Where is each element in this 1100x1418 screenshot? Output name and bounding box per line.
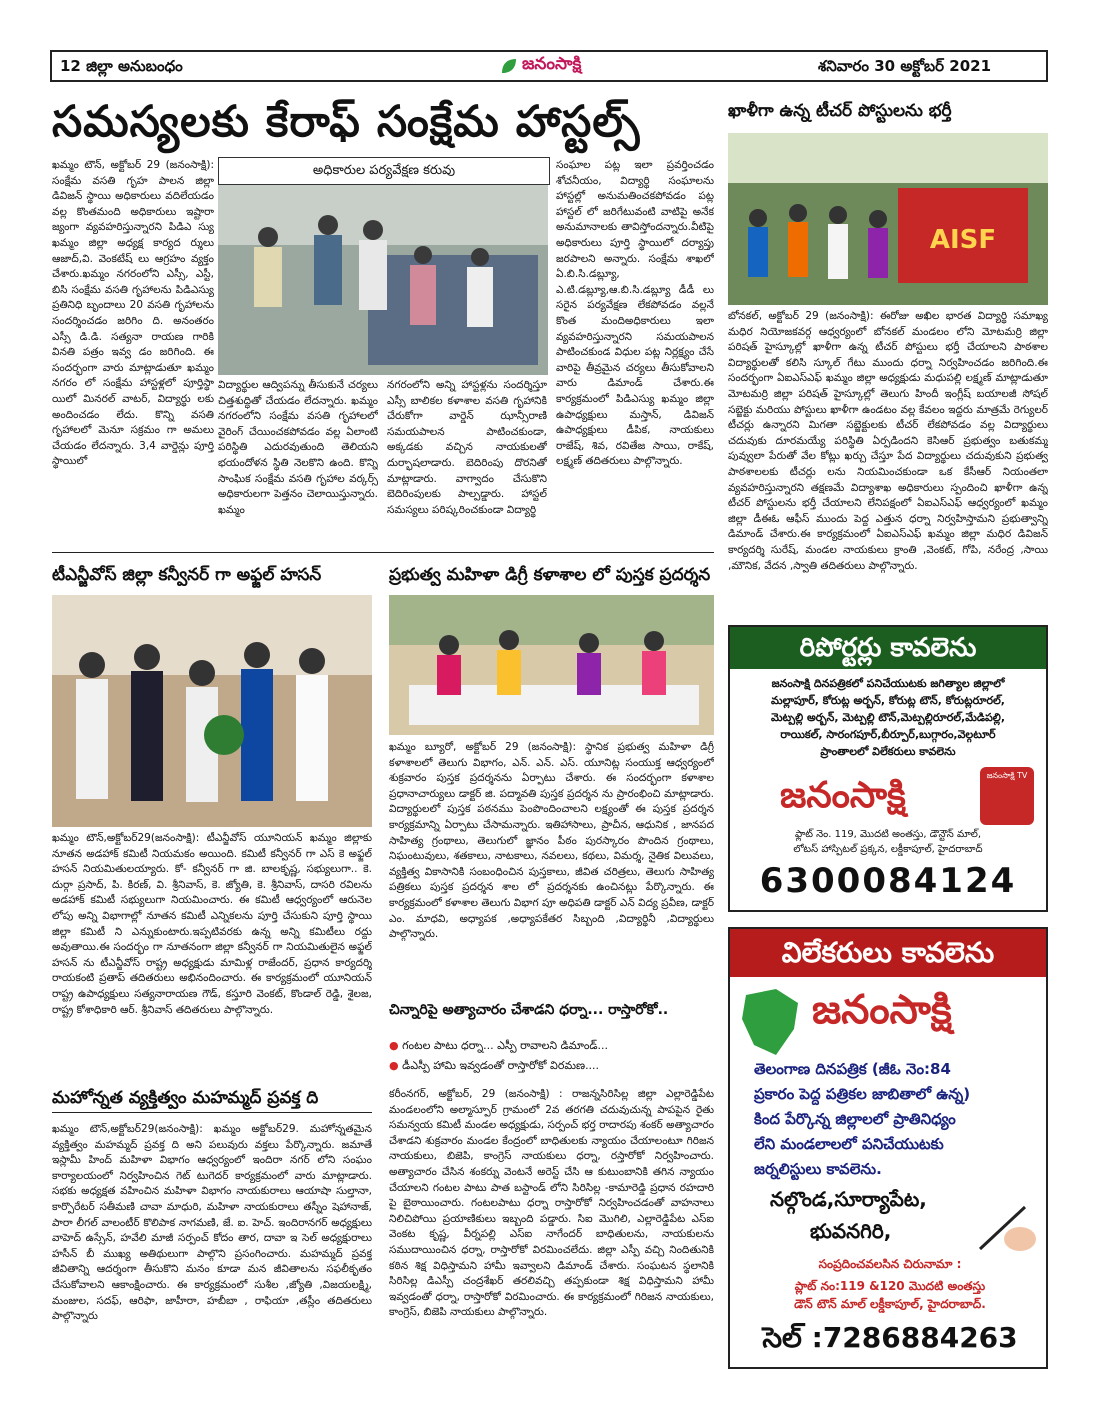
story1-col2: విద్యార్థుల ఆద్విపన్ను తీసుకునే చర్యలు చిత్తశుద్ధితో చేయడం లేదన్నారు. ఖమ్మం నగరంలోని సంక్షేమ వసతి గృహాలలో వైరింగ్ చేయించకపోవడం వల్ల ఏలాంటి పరిస్థితి ఎదురవుతుంది తెలియని భయందోళన స్థితి నెలకొని ఉంది. కొన్ని సాంఘిక సంక్షేమ వసతి గృహాల వర్కర్స్ అధికారులగా పెత్తనం చెలాయిస్తున్నారు. ఖమ్మం: [218, 379, 378, 516]
story6-body: కరీంనగర్, అక్టోబర్, 29 (జనంసాక్షి) : రాజన్నసిరిసిల్ల జిల్లా ఎల్లారెడ్డిపేట మండలంలోని అల్మాస్పూర్ గ్రామంలో 2వ తరగతి చదువుచున్న పాపపైన రైతు సమన్వయ కమిటీ మండల అధ్యక్షుడు, సర్పంచ్ భర్త రాదారపు శంకర్ అత్యాచారం చేశాడని శుక్రవారం మండల కేంద్రంలో బాధితులకు న్యాయం చేయాలంటూ గిరిజన నాయకులు, బిజెపి, కాంగ్రెస్ నాయకులు ధర్నా, రస్తారోకో నిర్వహించారు. అత్యాచారం చేసిన శంకర్ను వెంటనే అరెస్ట్ చేసి ఆ కుటుంబానికి తగిన న్యాయం చేయాలని గంటల పాటు పాత బస్టాండ్ లోని సిరిసిల్ల -కామారెడ్డి ప్రధాన రహదారి పై బైఠాయించారు. గంటలపాటు ధర్నా రాస్తారోకో నిర్వహించడంతో వాహనాలు నిలిచిపోయి ప్రయాణికులు ఇబ్బంది పడ్డారు. సిఐ మొగిలి, ఎల్లారెడ్డిపేట ఎస్ఐ వెంకట కృష్ణ, వీర్నపల్లి ఎస్ఐ నాగేందర్ బాధితులను, నాయకులను సముదాయించిన ధర్నా, రాస్తారోకో విరమించలేదు. జిల్లా ఎస్పీ వచ్చి నిందితునికి కఠిన శిక్ష విధిస్తామని హామీ ఇవ్వాలని డిమాండ్ చేశారు. సంఘటన స్థలానికి సిరిసిల్ల డిఎస్పీ చంద్రశేఖర్ తరలివచ్చి తప్పకుండా శిక్ష విధిస్తామని హామీ ఇవ్వడంతో ధర్నా, రాస్తారోకో విరమించారు. ఈ కార్యక్రమంలో గిరిజన నాయకులు, కాంగ్రెస్, బిజెపి నాయకులు పాల్గొన్నారు.: [389, 1088, 714, 1319]
ad1-address: [738, 827, 1038, 857]
ad2-line: తెలంగాణ దినపత్రిక (జీఓ నెం:84: [754, 1060, 951, 1078]
ad1-title: రిపోర్టర్లు కావలెను: [730, 627, 1046, 669]
ad2-logo: జనంసాక్షి: [812, 987, 952, 1033]
ad2-districts: నల్గొండ,సూర్యాపేట,: [770, 1187, 927, 1211]
bullet-text: గంటల పాటు ధర్నా... ఎస్పీ రావాలని డిమాండ్...: [402, 1039, 609, 1052]
divider: [52, 552, 714, 553]
story1-col4: సంఘాల పట్ల ఇలా ప్రవర్తించడం శోచనీయం, విద్యార్థి సంఘాలను హాస్టల్లో అనుమతించకపోవడం పట్ల హాస్టల్ లో జరిగేటువంటి వాటిపై అనేక అనుమానాలకు తావిస్తోందన్నారు.వీటిపై అధికారులు పూర్తి స్థాయిలో దర్యాప్తు జరపాలని అన్నారు. సంక్షేమ శాఖలో ఏ.బి.సి.డబ్ల్యూ, ఎ.టి.డబ్ల్యూ,ఆ.బి.సి.డబ్ల్యూ డీడీ లు సరైన పర్యవేక్షణ లేకపోవడం వల్లనే కొంత మందిఅధికారులు ఇలా వ్యవహరిస్తున్నారని సమయపాలన పాటించకుండ విధుల పట్ల నిర్లక్ష్యం చేసే వారిపై తీవ్రమైన చర్యలు తీసుకోవాలని వారు డిమాండ్ చేశారు.ఈ కార్యక్రమంలో పిడిఎస్యు ఖమ్మం జిల్లా ఉపాధ్యక్షులు మస్తాన్, డివిజన్ ఉపాధ్యక్షులు డీపిక, నాయకులు రాజేష్, శివ, రవితేజ సాయి, రాకేష్, లక్ష్మణ్ తదితరులు పాల్గొన్నారు.: [556, 159, 714, 468]
ad2-line: జర్నలిస్టులు కావలెను.: [754, 1160, 882, 1178]
story6-bullet-2: [389, 1057, 714, 1075]
story6-bullet-1: [389, 1037, 714, 1055]
story3-photo: [52, 595, 372, 827]
ad2-title: విలేకరులు కావలెను: [730, 929, 1046, 977]
story3-body: ఖమ్మం టౌన్,అక్టోబర్29(జనంసాక్షి): టీఎన్జీవోస్ యూనియన్ ఖమ్మం జిల్లాకు నూతన అడహాక్ కమిటీ నియమకం అయింది. కమిటీ కన్వీనర్ గా ఎస్ కె అఫ్జల్ హసన్ నియమితులయ్యారు. కో- కన్వీనర్ గా జి. బాలకృష్ణ, సభ్యులుగా.. కె. దుర్గా ప్రసాద్, పి. కిరణ్, వి. శ్రీనివాస్, కె. జ్యోతి, కె. శ్రీనివాస్, దాసరి రవిలను అడహాక్ కమిటీ సభ్యులుగా నియమించారు. ఈ కమిటీ ఆధ్వర్యంలో ఆరునెల లోపు అన్ని విభాగాల్లో నూతన కమిటీ ఎన్నికలను పూర్తి చేసుకుని పూర్తి స్థాయి జిల్లా కమిటీ ని ఎన్నుకుంటారు.ఇప్పటివరకు ఉన్న అన్ని కమిటీలు రద్దు అవుతాయి.ఈ సందర్భం గా నూతనంగా జిల్లా కన్వీనర్ గా నియమితులైన అఫ్జల్ హసన్ ను టీఎన్జీవోస్ రాష్ట్ర అధ్యక్షుడు మామిళ్ల రాజేందర్, ప్రధాన కార్యదర్శి రాయకంటి ప్రతాప్ తదితరులు అభినందించారు. ఈ కార్యక్రమంలో యూనియన్ రాష్ట్ర ఉపాధ్యక్షులు సత్యనారాయణ గౌడ్, కస్తూరి వెంకట్, కొండాల్ రెడ్డి, శైలజ, రాష్ట్ర కోశాధికారి ఆర్. శ్రీనివాస్ తదితరులు పాల్గొన్నారు.: [52, 832, 372, 1016]
story1-photo-caption: అధికారుల పర్యవేక్షణ కరువు: [218, 157, 550, 185]
story6-headline: చిన్నారిపై అత్యాచారం చేశాడని ధర్నా... రాస్తారోకో..: [389, 1002, 669, 1018]
ad1-line: రాయికల్, సారంగపూర్,బీర్పూర్,బుగ్గారం,వెల్గటూర్: [780, 728, 996, 741]
story2-headline: ఖాళీగా ఉన్న టీచర్ పోస్టులను భర్తీ: [728, 101, 952, 121]
ad1-phone: 6300084124: [759, 861, 1017, 901]
story2-photo: [728, 133, 1048, 305]
ad2-address: [740, 1277, 1040, 1313]
story4-headline: మహోన్నత వ్యక్తిత్వం మహమ్మద్ ప్రవక్త ది: [52, 1088, 319, 1108]
story4-body: ఖమ్మం టౌన్,అక్టోబర్29(జనంసాక్షి): ఖమ్మం అక్టోబర్29. మహోన్నతమైన వ్యక్తిత్వం మహమ్మద్ ప్రవక్త ది అని పలువురు వక్తలు పేర్కొన్నారు. జమాతే ఇస్లామీ హింద్ మహిళా విభాగం ఆధ్వర్యంలో ఇందిరా నగర్ లోని సంఘం కార్యాలయంలో నిర్వహించిన గెట్ టుగెదర్ కార్యక్రమంలో వారు మాట్లాడారు. సభకు అధ్యక్షత వహించిన మహిళా విభాగం నాయకురాలు ఆయాషా సుల్తానా, కార్పొరేటర్ సతీమణి చావా మాధురి, మహిళా నాయకురాలు తస్నీం షెహానాజ్, పారా లీగల్ వాలంటీర్ కొలిపాక నాగమణి, జే. ఐ. హెచ్. ఇందిరానగర్ అధ్యక్షులు వాహెద్ ఉస్సేన్, హవేలి మాజీ సర్పంచ్ కోదం తార, దావా ఇ సెల్ అధ్యక్షురాలు హసీన్ బీ ముఖ్య అతిథులుగా పాల్గొని ప్రసంగించారు. మహమ్మద్ ప్రవక్త జీవితాన్ని ఆదర్శంగా తీసుకొని మనం కూడా మన జీవితాలను సఫలీకృతం చేసుకోవాలని ఆకాంక్షించారు. ఈ కార్యక్రమంలో సుశీల ,జ్యోతి ,విజయలక్ష్మి, మంజుల, సదఫ్, ఆరిఫా, జాహీరా, హబీబా , రాఫియా ,తస్లీం తదితరులు పాల్గొన్నారు: [52, 1123, 372, 1323]
story1-headline: సమస్యలకు కేరాఫ్ సంక్షేమ హాస్టల్స్: [52, 97, 641, 147]
ad1-line: మెట్పల్లి అర్బన్, మెట్పల్లి టౌన్,మెట్పల్లిరూరల్,మేడిపల్లి,: [770, 711, 1006, 724]
mic-icon: [980, 767, 1034, 825]
divider: [52, 1112, 372, 1113]
pen-hand-icon: [970, 1199, 1040, 1259]
ad2-address-line: డౌన్ టౌన్ మాల్ లక్డీకాపూల్, హైదరాబాద్.: [794, 1297, 986, 1311]
story1-photo: [218, 185, 548, 375]
story2-body: బోనకల్, అక్టోబర్ 29 (జనంసాక్షి): ఈరోజు అఖిల భారత విద్యార్థి సమాఖ్య మధిర నియోజకవర్గ ఆధ్వర్యంలో బోనకల్ మండలం లోని మోటమర్రి జిల్లా పరిషత్ హైస్కూల్లో ఖాళీగా ఉన్న టీచర్ పోస్టులు భర్తీ చేయాలని పాఠశాల విద్యార్థులతో కలిసి స్కూల్ గేటు ముందు ధర్నా నిర్వహించడం జరిగింది.ఈ సందర్భంగా ఏఐఎస్ఎఫ్ ఖమ్మం జిల్లా అధ్యక్షుడు మధుపల్లి లక్ష్మణ్ మాట్లాడుతూ మోటమర్రి జిల్లా పరిషత్ హైస్కూల్లో తెలుగు హిందీ ఇంగ్లీష్ బయాలజీ సోషల్ సబ్జెక్టు మరియు పోస్టులు ఖాళీగా ఉండటం వల్ల కేవలం ఇద్దరు మాత్రమే రెగ్యులర్ టీచర్లు ఉన్నారని మిగతా సబ్జెక్టులకు టీచర్ లేకపోవడం వల్ల విద్యార్థులు చదువుకు దూరమయ్యే పరిస్థితి ఏర్పడిందని కెసిఆర్ ప్రభుత్వం బతుకమ్మ పువ్వులా పేరుతో వేల కోట్లు ఖర్చు చేస్తూ పేద విద్యార్థులు చదువుకుని ప్రభుత్వ పాఠశాలలకు టీచర్లు లను నియమించకుండా ఒక కేసీఆర్ నియంతలా వ్యవహరిస్తున్నారని తక్షణమే విద్యాశాఖ అధికారులు స్పందించి ఖాళీగా ఉన్న టీచర్ పోస్టులను భర్తీ చేయాలని లేనిపక్షంలో ఏఐఎస్ఎఫ్ ఆధ్వర్యంలో ఖమ్మం జిల్లా డీఈఓ ఆఫీస్ ముందు పెద్ద ఎత్తున ధర్నా నిర్వహిస్తామని ప్రభుత్వాన్ని డిమాండ్ చేశారు.ఈ కార్యక్రమంలో ఏఐఎస్ఎఫ్ ఖమ్మం జిల్లా మధిర డివిజన్ కార్యదర్శి సురేష్, మండల నాయకులు క్రాంతి ,వెంకట్, గోపి, నరేంద్ర ,సాయి ,మౌనిక, వేదన ,స్వాతి తదితరులు పాల్గొన్నారు.: [728, 310, 1048, 572]
issue-date: శనివారం 30 అక్టోబర్ 2021: [818, 57, 992, 75]
ad1-line: మల్లాపూర్, కోరుట్ల అర్బన్, కోరుట్ల టౌన్, కోరుట్లరూరల్,: [771, 694, 1005, 707]
bullet-icon: ●: [389, 1039, 399, 1052]
ad2-description: [754, 1057, 1034, 1182]
ad2-phone: సెల్ :7286884263: [762, 1321, 1018, 1354]
ad1-logo: జనంసాక్షి: [780, 775, 906, 816]
story1-col1: ఖమ్మం టౌన్, అక్టోబర్ 29 (జనంసాక్షి): సంక్షేమ వసతి గృహ పాలన జిల్లా డివిజన్ స్థాయి అధికారులు వదిలేయడం వల్ల కొంతమంది అధికారులు ఇష్టారా జ్యంగా వ్యవహరిస్తున్నారని పిడిఎ స్యు ఖమ్మం జిల్లా అధ్యక్ష కార్యద ర్శులు ఆజాద్,వి. వెంకటేష్ లు ఆగ్రహం వ్యక్తం చేశారు.ఖమ్మం నగరంలోని ఎస్సీ, ఎస్టీ, బిసి సంక్షేమ వసతి గృహాలను పిడిఎస్యు ప్రతినిధి బృందాలు 20 వసతి గృహాలను సందర్శించడం జరిగిం ది. అనంతరం ఎస్సీ డి.డి. సత్యనా రాయణ గారికి వినతి పత్రం ఇవ్వ డం జరిగింది. ఈ సందర్భంగా వారు మాట్లాడుతూ ఖమ్మం నగరం లో సంక్షేమ హాస్టళ్లలో పూర్తిస్థా యిలో మినరల్ వాటర్, విద్యార్థు లకు అందించడం లేదు. కొన్ని వసతి గృహాలలో మెనూ సక్రమం గా అమలు చేయడం లేదన్నారు. 3,4 వార్డెన్లు పూర్తి స్థాయిలో: [52, 159, 214, 468]
page-section-label: 12 జిల్లా అనుబంధం: [60, 57, 183, 75]
story1-col3: నగరంలోని అన్ని హాస్టళ్లను సందర్శిస్తూ ఎస్సీ బాలికల కళాశాల వసతి గృహానికి చేరుకోగా వార్డెన్ ఝాన్సీరాణి సమయపాలన పాటించకుండా, అక్కడకు వచ్చిన నాయకులతో దుర్భాషలాడారు. బెదిరింపు దొరనితో మాట్లాడారు. వాగ్వాదం చేసుకొని బెదిరింపులకు పాల్పడ్డారు. హాస్టల్ సమస్యలు పరిష్కరించకుండా విద్యార్థి: [387, 379, 547, 516]
journalists-wanted-ad: [728, 927, 1048, 1369]
ad1-address-line: ఫ్లాట్ నెం. 119, మొదటి అంతస్తు, డౌన్టౌన్ మాల్,: [794, 829, 982, 840]
bullet-icon: ●: [389, 1059, 399, 1072]
story3-headline: టీఎన్జీవోస్ జిల్లా కన్వీనర్ గా అఫ్జల్ హసన్: [52, 565, 322, 585]
story5-body: ఖమ్మం బ్యూరో, అక్టోబర్ 29 (జనంసాక్షి): స్థానిక ప్రభుత్వ మహిళా డిగ్రీ కళాశాలలో తెలుగు విభాగం, ఎన్. ఎన్. ఎస్. యూనిట్ల సంయుక్త ఆధ్వర్యంలో శుక్రవారం పుస్తక ప్రదర్శనను ఏర్పాటు చేశారు. ఈ సందర్భంగా కళాశాల ప్రధానాచార్యులు డాక్టర్ జి. పద్మావతి పుస్తక ప్రదర్శన ను ప్రారంభించి మాట్లాడారు. విద్యార్థులలో పుస్తక పఠనము పెంపొందించాలని లక్ష్యంతో ఈ పుస్తక ప్రదర్శన కార్యక్రమాన్ని ఏర్పాటు చేసామన్నారు. ఇతిహాసాలు, ప్రాచీన, ఆధునిక , జానపద సాహిత్య గ్రంథాలు, తెలుగులో జ్ఞానం పీఠం పురస్కారం పొందిన గ్రంథాలు, నిఘంటువులు, శతకాలు, నాటకాలు, నవలలు, కథలు, విమర్శ, నైతిక విలువలు, వ్యక్తిత్వ వికాసానికి సంబంధించిన పుస్తకాలు, జీవిత చరిత్రలు, తెలుగు సాహిత్య పత్రికలు పుస్తక ప్రదర్శన శాల లో ప్రదర్శనకు ఉంచినట్లు పేర్కొన్నారు. ఈ కార్యక్రమంలో కళాశాల తెలుగు విభాగ పూ అధిపతి డాక్టర్ ఎన్ విద్య ప్రవీణ, డాక్టర్ ఎం. మాధవి, అధ్యాపక ,అధ్యాపకేతర సిబ్బంది ,విద్యార్థినీ ,విద్యార్థులు పాల్గొన్నారు.: [389, 741, 714, 941]
ad2-line: లేని మండలాలలో పనిచేయుటకు: [754, 1135, 944, 1153]
reporters-wanted-ad: [728, 625, 1048, 912]
story5-photo: [389, 595, 714, 735]
story5-headline: ప్రభుత్వ మహిళా డిగ్రీ కళాశాల లో పుస్తక ప్రదర్శన: [389, 565, 711, 585]
leaf-icon: [500, 57, 518, 75]
ad1-address-line: లోటస్ హాస్పిటల్ ప్రక్కన, లక్డీకాపూల్, హైదరాబాద్: [793, 844, 983, 855]
aisf-banner-text: AISF: [929, 225, 997, 255]
mic-label: జనంసాక్షి TV: [986, 771, 1028, 780]
ad2-address-line: ప్లాట్ నం:119 &120 మొదటి అంతస్తు: [794, 1279, 986, 1293]
ad2-line: ప్రకారం పెద్ద పత్రికల జాబితాలో ఉన్న): [754, 1085, 971, 1103]
masthead-logo: [500, 54, 581, 78]
logo-text: జనంసాక్షి: [522, 54, 582, 74]
telangana-map-icon: [736, 985, 806, 1063]
ad2-districts: భువనగిరి,: [810, 1219, 892, 1243]
bullet-text: డీఎస్పీ హామి ఇవ్వడంతో రాస్తారోకో విరమణ....: [402, 1059, 600, 1072]
ad2-contact-label: సంప్రదించవలసిన చిరునామా :: [818, 1257, 962, 1271]
ad2-line: కింద పేర్కొన్న జిల్లాలలో ప్రాతినిధ్యం: [754, 1110, 956, 1128]
ad1-line: ప్రాంతాలలో విలేకరులు కావలెను: [820, 745, 956, 758]
ad1-line: జనంసాక్షి దినపత్రికలో పనిచేయుటకు జగిత్యాల జిల్లాలో: [771, 677, 1005, 690]
